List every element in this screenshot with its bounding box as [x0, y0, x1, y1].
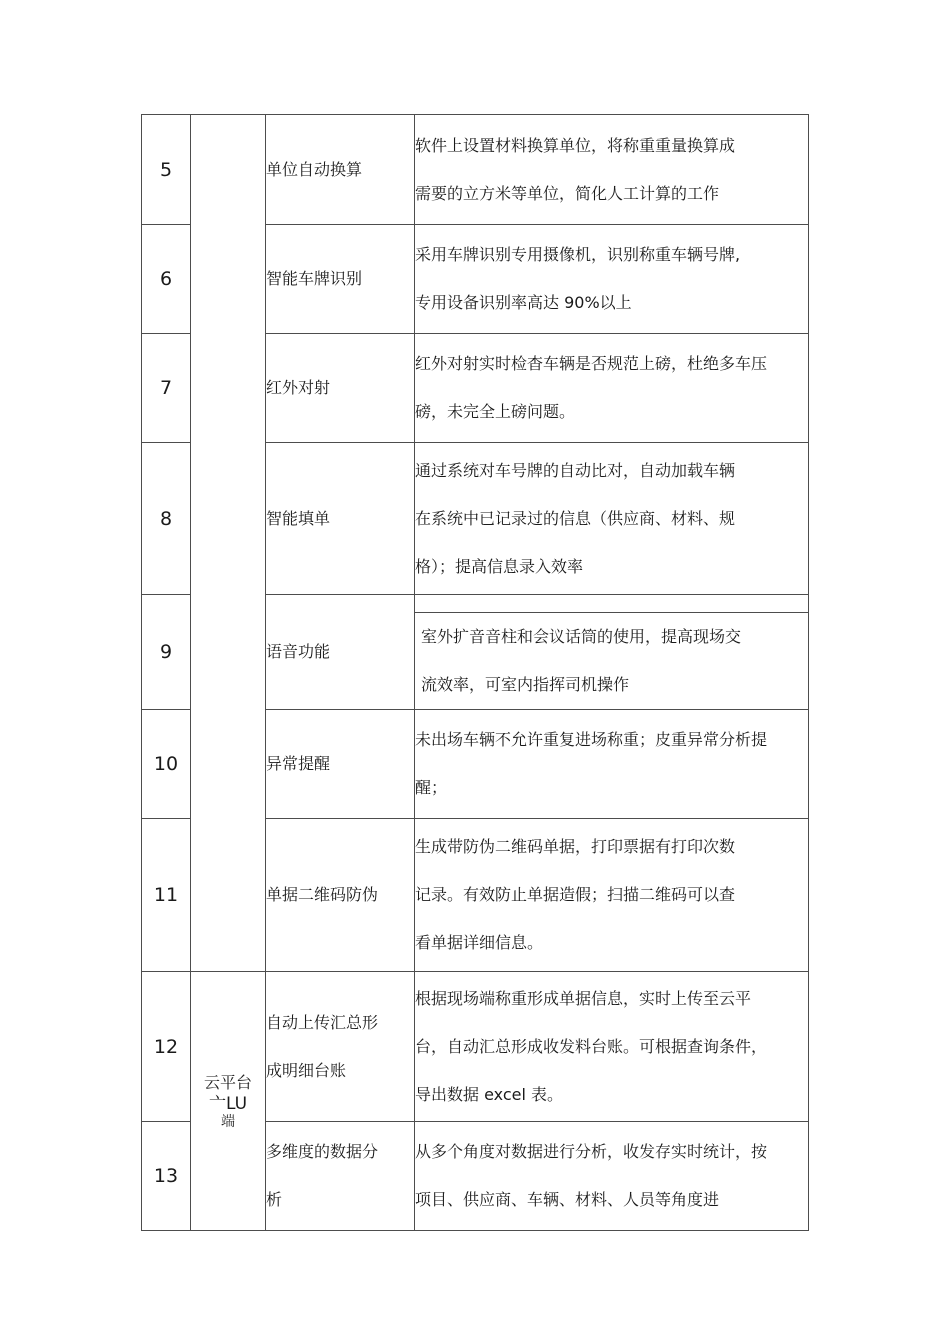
group-label-line: 端: [221, 1114, 235, 1130]
feature-description: 通过系统对车号牌的自动比对，自动加载车辆 在系统中已记录过的信息（供应商、材料、规 格）；提高信息录入效率: [415, 443, 809, 595]
row-number: 8: [142, 443, 191, 595]
feature-description: 软件上设置材料换算单位，将称重重量换算成 需要的立方米等单位，简化人工计算的工作: [415, 115, 809, 225]
feature-name: 单位自动换算: [266, 115, 415, 225]
feature-name: 多维度的数据分 析: [266, 1122, 415, 1231]
feature-description: 根据现场端称重形成单据信息，实时上传至云平 台，自动汇总形成收发料台账。可根据查询条件， 导出数据 excel 表。: [415, 972, 809, 1122]
row-number: 7: [142, 334, 191, 443]
feature-description: 从多个角度对数据进行分析，收发存实时统计，按 项目、供应商、车辆、材料、人员等角度进: [415, 1122, 809, 1231]
feature-description: 生成带防伪二维码单据，打印票据有打印次数 记录。有效防止单据造假；扫描二维码可以查 看单据详细信息。: [415, 819, 809, 972]
row-divider: [415, 595, 808, 613]
feature-description: 未出场车辆不允许重复进场称重；皮重异常分析提 醒；: [415, 710, 809, 819]
row-number: 9: [142, 595, 191, 710]
row-number: 13: [142, 1122, 191, 1231]
feature-name: 语音功能: [266, 595, 415, 710]
feature-name: 智能车牌识别: [266, 225, 415, 334]
feature-name: 异常提醒: [266, 710, 415, 819]
row-number: 6: [142, 225, 191, 334]
group-cell-site: [191, 115, 266, 972]
feature-description: 室外扩音音柱和会议话筒的使用，提高现场交 流效率，可室内指挥司机操作: [415, 595, 809, 710]
row-number: 11: [142, 819, 191, 972]
feature-name: 红外对射: [266, 334, 415, 443]
feature-name: 智能填单: [266, 443, 415, 595]
row-number: 10: [142, 710, 191, 819]
feature-table: [141, 114, 809, 1231]
group-label-line: 云平台: [203, 1073, 252, 1092]
feature-description: 红外对射实时检杳车辆是否规范上磅，杜绝多车压 磅，未完全上磅问题。: [415, 334, 809, 443]
table-row: [142, 972, 809, 1122]
row-number: 5: [142, 115, 191, 225]
feature-description: 采用车牌识别专用摄像机，识别称重车辆号牌, 专用设备识别率高达 90%以上: [415, 225, 809, 334]
row-number: 12: [142, 972, 191, 1122]
group-cell-cloud: [191, 972, 266, 1231]
feature-name: 自动上传汇总形 成明细台账: [266, 972, 415, 1122]
group-label-line: 亠LU: [208, 1094, 248, 1114]
table-row: [142, 115, 809, 225]
feature-name: 单据二维码防伪: [266, 819, 415, 972]
